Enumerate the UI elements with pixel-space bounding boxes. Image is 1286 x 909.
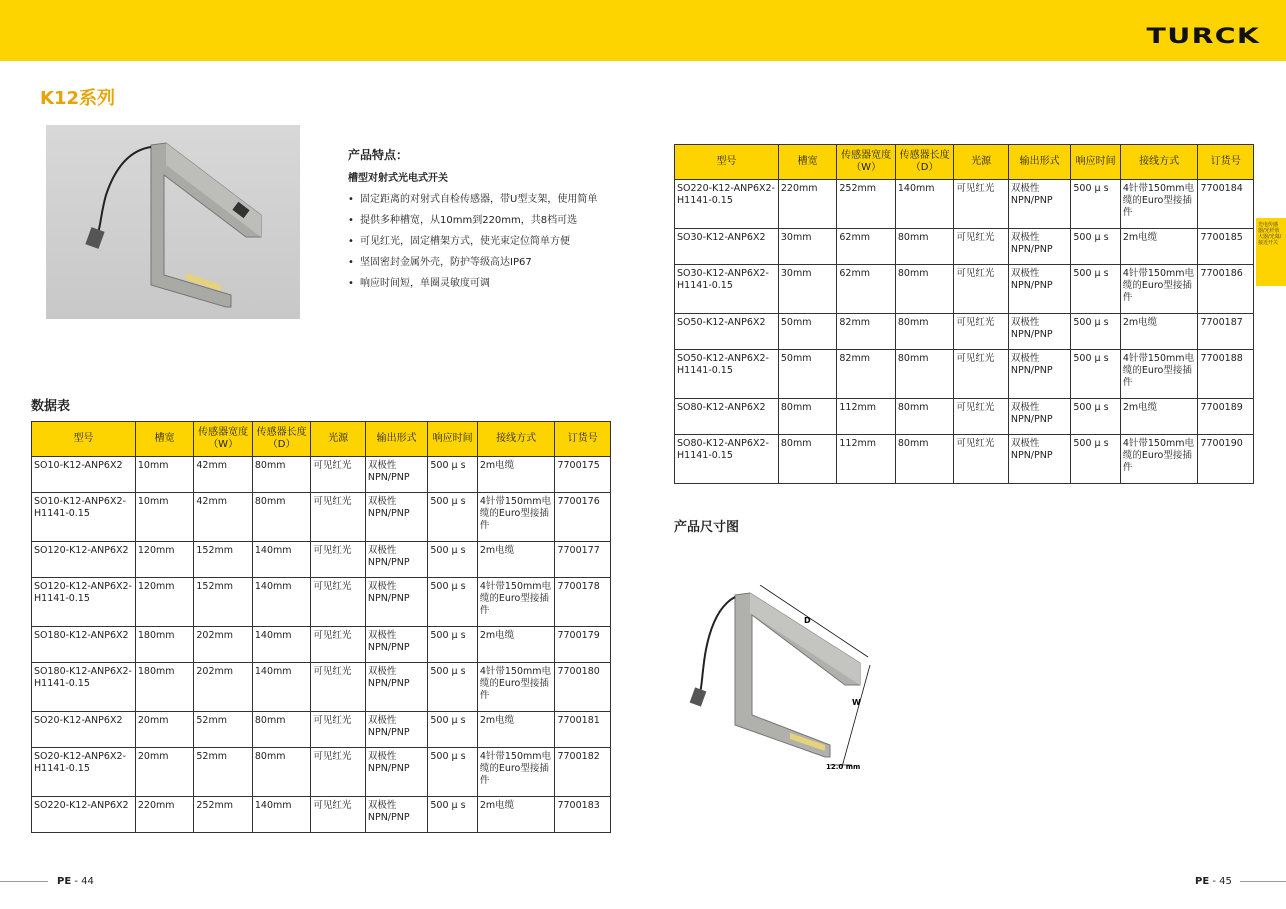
table-cell: 4针带150mm电缆的Euro型接插件 [1120, 435, 1198, 484]
table-cell: 500 μ s [428, 797, 477, 833]
dimension-svg [680, 585, 880, 775]
table-cell: 62mm [837, 265, 896, 314]
table-cell: 42mm [194, 457, 253, 493]
table-cell: 双极性NPN/PNP [1008, 314, 1071, 350]
table-row [675, 180, 1254, 229]
table-cell: 可见红光 [954, 435, 1008, 484]
table-cell: 7700190 [1198, 435, 1254, 484]
table-cell: 可见红光 [311, 542, 365, 578]
table-cell: 500 μ s [1071, 265, 1120, 314]
page-prefix: PE [1195, 876, 1210, 887]
column-header: 接线方式 [1120, 145, 1198, 180]
table-cell: 82mm [837, 350, 896, 399]
table-cell: 双极性NPN/PNP [365, 663, 428, 712]
table-cell: 4针带150mm电缆的Euro型接插件 [1120, 350, 1198, 399]
table-cell: SO80-K12-ANP6X2-H1141-0.15 [675, 435, 779, 484]
table-cell: 7700177 [555, 542, 611, 578]
table-cell: 152mm [194, 542, 253, 578]
table-cell: 双极性NPN/PNP [1008, 180, 1071, 229]
table-cell: 2m电缆 [1120, 314, 1198, 350]
page-number-left [57, 876, 94, 887]
table-cell: 180mm [135, 627, 194, 663]
table-cell: 500 μ s [428, 712, 477, 748]
table-cell: 500 μ s [428, 542, 477, 578]
table-cell: 80mm [895, 229, 954, 265]
table-cell: 4针带150mm电缆的Euro型接插件 [477, 493, 555, 542]
side-tab: 光电传感器/光纤放大器/光幕/接近开关 [1256, 218, 1286, 286]
table-cell: 可见红光 [311, 663, 365, 712]
column-header: 响应时间 [1071, 145, 1120, 180]
column-header: 订货号 [555, 422, 611, 457]
table-cell: 7700175 [555, 457, 611, 493]
table-row [32, 797, 611, 833]
table-cell: 80mm [895, 399, 954, 435]
dim-label-mm: 12.0 mm [826, 763, 861, 771]
table-cell: 80mm [778, 435, 837, 484]
table-cell: SO220-K12-ANP6X2-H1141-0.15 [675, 180, 779, 229]
table-cell: 80mm [252, 457, 311, 493]
dim-label-w: W [852, 698, 861, 707]
table-cell: SO120-K12-ANP6X2 [32, 542, 136, 578]
table-cell: 双极性NPN/PNP [365, 627, 428, 663]
table-cell: 80mm [778, 399, 837, 435]
turck-logo: TURCK [1146, 24, 1260, 48]
table-cell: 双极性NPN/PNP [1008, 265, 1071, 314]
page-number-right [1195, 876, 1232, 887]
footer-rule-left [0, 881, 48, 882]
table-cell: 42mm [194, 493, 253, 542]
table-cell: 140mm [252, 578, 311, 627]
table-cell: 500 μ s [1071, 229, 1120, 265]
table-row [32, 457, 611, 493]
table-cell: 112mm [837, 399, 896, 435]
table-cell: 140mm [252, 797, 311, 833]
table-cell: 50mm [778, 350, 837, 399]
table-cell: 82mm [837, 314, 896, 350]
table-row [675, 314, 1254, 350]
table-cell: 双极性NPN/PNP [365, 542, 428, 578]
table-header-row [675, 145, 1254, 180]
table-cell: 7700185 [1198, 229, 1254, 265]
feature-item: • 固定距离的对射式自检传感器，带U型支架，使用简单 [348, 194, 648, 206]
table-cell: 500 μ s [428, 457, 477, 493]
table-cell: 7700189 [1198, 399, 1254, 435]
feature-item: • 提供多种槽宽，从10mm到220mm，共8档可选 [348, 215, 648, 227]
datasheet-table-left [31, 421, 611, 833]
table-cell: SO20-K12-ANP6X2 [32, 712, 136, 748]
table-cell: 7700179 [555, 627, 611, 663]
column-header: 槽宽 [778, 145, 837, 180]
table-row [32, 627, 611, 663]
table-cell: SO30-K12-ANP6X2 [675, 229, 779, 265]
table-cell: 4针带150mm电缆的Euro型接插件 [1120, 180, 1198, 229]
footer-rule-right [1240, 881, 1286, 882]
table-cell: 双极性NPN/PNP [1008, 350, 1071, 399]
table-cell: 140mm [252, 627, 311, 663]
product-photo [46, 125, 300, 319]
table-cell: 可见红光 [311, 797, 365, 833]
page-prefix: PE [57, 876, 72, 887]
dim-label-d: D [804, 616, 811, 625]
table-cell: 7700181 [555, 712, 611, 748]
header-bar [0, 0, 1286, 61]
table-cell: 220mm [778, 180, 837, 229]
table-cell: 可见红光 [954, 265, 1008, 314]
table-cell: 双极性NPN/PNP [365, 578, 428, 627]
table-cell: 2m电缆 [477, 627, 555, 663]
table-cell: 2m电缆 [477, 712, 555, 748]
column-header: 光源 [954, 145, 1008, 180]
table-cell: 双极性NPN/PNP [1008, 399, 1071, 435]
column-header: 传感器长度（D） [252, 422, 311, 457]
table-cell: SO50-K12-ANP6X2 [675, 314, 779, 350]
table-cell: 52mm [194, 748, 253, 797]
table-cell: 双极性NPN/PNP [365, 797, 428, 833]
page-num: - 45 [1212, 876, 1232, 887]
column-header: 传感器宽度（W） [837, 145, 896, 180]
table-cell: SO80-K12-ANP6X2 [675, 399, 779, 435]
table-cell: 500 μ s [1071, 350, 1120, 399]
table-cell: 202mm [194, 627, 253, 663]
table-cell: SO50-K12-ANP6X2-H1141-0.15 [675, 350, 779, 399]
table-cell: 140mm [895, 180, 954, 229]
feature-item: • 响应时间短，单圈灵敏度可调 [348, 278, 648, 290]
table-cell: 可见红光 [311, 712, 365, 748]
table-cell: 7700188 [1198, 350, 1254, 399]
table-cell: 7700182 [555, 748, 611, 797]
table-cell: 双极性NPN/PNP [1008, 229, 1071, 265]
table-cell: 252mm [837, 180, 896, 229]
table-cell: 2m电缆 [477, 542, 555, 578]
table-row [32, 748, 611, 797]
table-cell: 2m电缆 [1120, 399, 1198, 435]
features-subtitle: 槽型对射式光电式开关 [348, 173, 448, 184]
table-cell: 7700178 [555, 578, 611, 627]
table-row [675, 229, 1254, 265]
datasheet-table-right [674, 144, 1254, 484]
series-title: K12系列 [40, 88, 115, 109]
table-cell: SO10-K12-ANP6X2-H1141-0.15 [32, 493, 136, 542]
table-cell: 7700186 [1198, 265, 1254, 314]
table-row [675, 350, 1254, 399]
features-title: 产品特点： [348, 148, 409, 162]
table-cell: 7700176 [555, 493, 611, 542]
table-cell: 可见红光 [954, 350, 1008, 399]
column-header: 槽宽 [135, 422, 194, 457]
table-cell: 140mm [252, 663, 311, 712]
table-cell: 20mm [135, 712, 194, 748]
table-cell: 80mm [895, 265, 954, 314]
table-cell: SO20-K12-ANP6X2-H1141-0.15 [32, 748, 136, 797]
table-cell: 可见红光 [954, 180, 1008, 229]
table-row [675, 399, 1254, 435]
table-cell: 20mm [135, 748, 194, 797]
table-cell: 双极性NPN/PNP [365, 748, 428, 797]
table-cell: SO10-K12-ANP6X2 [32, 457, 136, 493]
table-cell: SO220-K12-ANP6X2 [32, 797, 136, 833]
table-cell: 2m电缆 [477, 457, 555, 493]
table-cell: 可见红光 [311, 578, 365, 627]
features-list [348, 194, 648, 290]
table-cell: 500 μ s [428, 748, 477, 797]
table-row [675, 265, 1254, 314]
column-header: 接线方式 [477, 422, 555, 457]
feature-item: • 坚固密封金属外壳，防护等级高达IP67 [348, 257, 648, 269]
table-cell: 4针带150mm电缆的Euro型接插件 [477, 748, 555, 797]
table-cell: 202mm [194, 663, 253, 712]
table-cell: 500 μ s [428, 627, 477, 663]
table-cell: SO180-K12-ANP6X2 [32, 627, 136, 663]
table-header-row [32, 422, 611, 457]
table-cell: 140mm [252, 542, 311, 578]
feature-item: • 可见红光，固定槽架方式，使光束定位简单方便 [348, 236, 648, 248]
table-cell: 80mm [252, 712, 311, 748]
column-header: 输出形式 [365, 422, 428, 457]
table-row [32, 663, 611, 712]
features-block [348, 146, 648, 299]
table-cell: 可见红光 [311, 627, 365, 663]
table-cell: 双极性NPN/PNP [365, 493, 428, 542]
table-cell: 52mm [194, 712, 253, 748]
table-cell: 500 μ s [428, 493, 477, 542]
table-cell: SO30-K12-ANP6X2-H1141-0.15 [675, 265, 779, 314]
page-num: - 44 [74, 876, 94, 887]
table-cell: 120mm [135, 542, 194, 578]
column-header: 型号 [675, 145, 779, 180]
column-header: 光源 [311, 422, 365, 457]
dimension-drawing [680, 585, 880, 775]
table-cell: 7700180 [555, 663, 611, 712]
table-row [32, 542, 611, 578]
table-cell: 500 μ s [1071, 435, 1120, 484]
table-cell: 2m电缆 [1120, 229, 1198, 265]
table-cell: 500 μ s [1071, 314, 1120, 350]
table-cell: 220mm [135, 797, 194, 833]
table-cell: 双极性NPN/PNP [1008, 435, 1071, 484]
table-cell: 500 μ s [428, 578, 477, 627]
column-header: 响应时间 [428, 422, 477, 457]
table-cell: 4针带150mm电缆的Euro型接插件 [477, 663, 555, 712]
datasheet-title: 数据表 [31, 399, 71, 414]
table-cell: 可见红光 [954, 229, 1008, 265]
table-cell: 180mm [135, 663, 194, 712]
table-row [32, 493, 611, 542]
table-row [32, 578, 611, 627]
table-cell: 双极性NPN/PNP [365, 457, 428, 493]
table-cell: 可见红光 [311, 493, 365, 542]
table-cell: 7700184 [1198, 180, 1254, 229]
table-cell: 10mm [135, 493, 194, 542]
table-cell: 4针带150mm电缆的Euro型接插件 [477, 578, 555, 627]
table-cell: 7700187 [1198, 314, 1254, 350]
table-cell: 7700183 [555, 797, 611, 833]
table-cell: 80mm [252, 493, 311, 542]
table-cell: 80mm [895, 314, 954, 350]
table-cell: 30mm [778, 229, 837, 265]
table-cell: 可见红光 [954, 314, 1008, 350]
table-row [675, 435, 1254, 484]
table-cell: 50mm [778, 314, 837, 350]
table-cell: 30mm [778, 265, 837, 314]
table-cell: 500 μ s [1071, 180, 1120, 229]
table-cell: 80mm [895, 435, 954, 484]
column-header: 传感器长度（D） [895, 145, 954, 180]
table-cell: SO180-K12-ANP6X2-H1141-0.15 [32, 663, 136, 712]
table-cell: 80mm [895, 350, 954, 399]
table-cell: 252mm [194, 797, 253, 833]
table-cell: 可见红光 [311, 748, 365, 797]
table-cell: 2m电缆 [477, 797, 555, 833]
table-cell: 可见红光 [954, 399, 1008, 435]
table-cell: SO120-K12-ANP6X2-H1141-0.15 [32, 578, 136, 627]
table-cell: 62mm [837, 229, 896, 265]
table-cell: 4针带150mm电缆的Euro型接插件 [1120, 265, 1198, 314]
table-cell: 500 μ s [428, 663, 477, 712]
dimensions-title: 产品尺寸图 [674, 520, 740, 535]
u-sensor-image [46, 125, 300, 319]
column-header: 输出形式 [1008, 145, 1071, 180]
table-cell: 10mm [135, 457, 194, 493]
table-cell: 500 μ s [1071, 399, 1120, 435]
column-header: 型号 [32, 422, 136, 457]
table-cell: 双极性NPN/PNP [365, 712, 428, 748]
table-row [32, 712, 611, 748]
table-cell: 120mm [135, 578, 194, 627]
table-cell: 可见红光 [311, 457, 365, 493]
table-cell: 80mm [252, 748, 311, 797]
column-header: 订货号 [1198, 145, 1254, 180]
column-header: 传感器宽度（W） [194, 422, 253, 457]
table-cell: 112mm [837, 435, 896, 484]
table-cell: 152mm [194, 578, 253, 627]
